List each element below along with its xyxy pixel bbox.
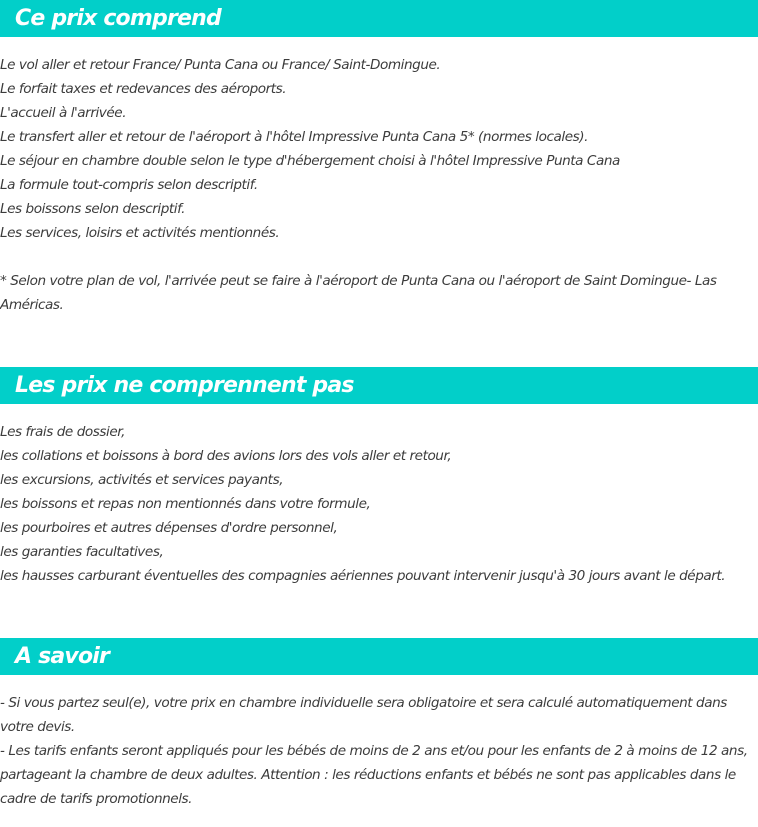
section-header-good-to-know: [0, 638, 758, 675]
list-item: L'accueil à l'arrivée.: [0, 105, 127, 121]
list-item: Les frais de dossier,: [0, 424, 126, 440]
list-item: les hausses carburant éventuelles des compagnies aériennes pouvant intervenir jusqu'à 30 jours avant le départ.: [0, 568, 726, 584]
price-excludes-list: [0, 420, 758, 588]
list-item: les excursions, activités et services payants,: [0, 472, 284, 488]
list-item: Le séjour en chambre double selon le type d'hébergement choisi à l'hôtel Impressive Punta Cana: [0, 153, 620, 169]
info-paragraph: - Si vous partez seul(e), votre prix en chambre individuelle sera obligatoire et sera calculé automatiquement dans votre devis.: [0, 695, 727, 735]
info-paragraph: - Les tarifs enfants seront appliqués pour les bébés de moins de 2 ans et/ou pour les enfants de 2 à moins de 12 ans, partageant la chambre de deux adultes. Attention : les réductions enfants et bébés ne sont pas applicables dans le cadre de tarifs promotionnels.: [0, 743, 748, 807]
list-item: Le transfert aller et retour de l'aéroport à l'hôtel Impressive Punta Cana 5* (normes locales).: [0, 129, 588, 145]
price-includes-list: [0, 53, 758, 317]
list-item: La formule tout-compris selon descriptif.: [0, 177, 258, 193]
spacer: [0, 245, 752, 269]
list-item: les pourboires et autres dépenses d'ordre personnel,: [0, 520, 338, 536]
list-item: les garanties facultatives,: [0, 544, 164, 560]
section-header-price-excludes: [0, 367, 758, 404]
good-to-know-text: [0, 691, 758, 811]
section-title: Les prix ne comprennent pas: [15, 373, 354, 398]
list-item: Les services, loisirs et activités mentionnés.: [0, 225, 280, 241]
section-header-price-includes: [0, 0, 758, 37]
section-title: A savoir: [15, 644, 110, 669]
list-item: Les boissons selon descriptif.: [0, 201, 186, 217]
list-item: les collations et boissons à bord des avions lors des vols aller et retour,: [0, 448, 452, 464]
list-item: Le vol aller et retour France/ Punta Cana ou France/ Saint-Domingue.: [0, 57, 441, 73]
list-item: Le forfait taxes et redevances des aéroports.: [0, 81, 287, 97]
list-item: les boissons et repas non mentionnés dans votre formule,: [0, 496, 371, 512]
arrival-note: * Selon votre plan de vol, l'arrivée peut se faire à l'aéroport de Punta Cana ou l'aéroport de Saint Domingue- Las Américas.: [0, 273, 717, 313]
section-title: Ce prix comprend: [15, 6, 221, 31]
